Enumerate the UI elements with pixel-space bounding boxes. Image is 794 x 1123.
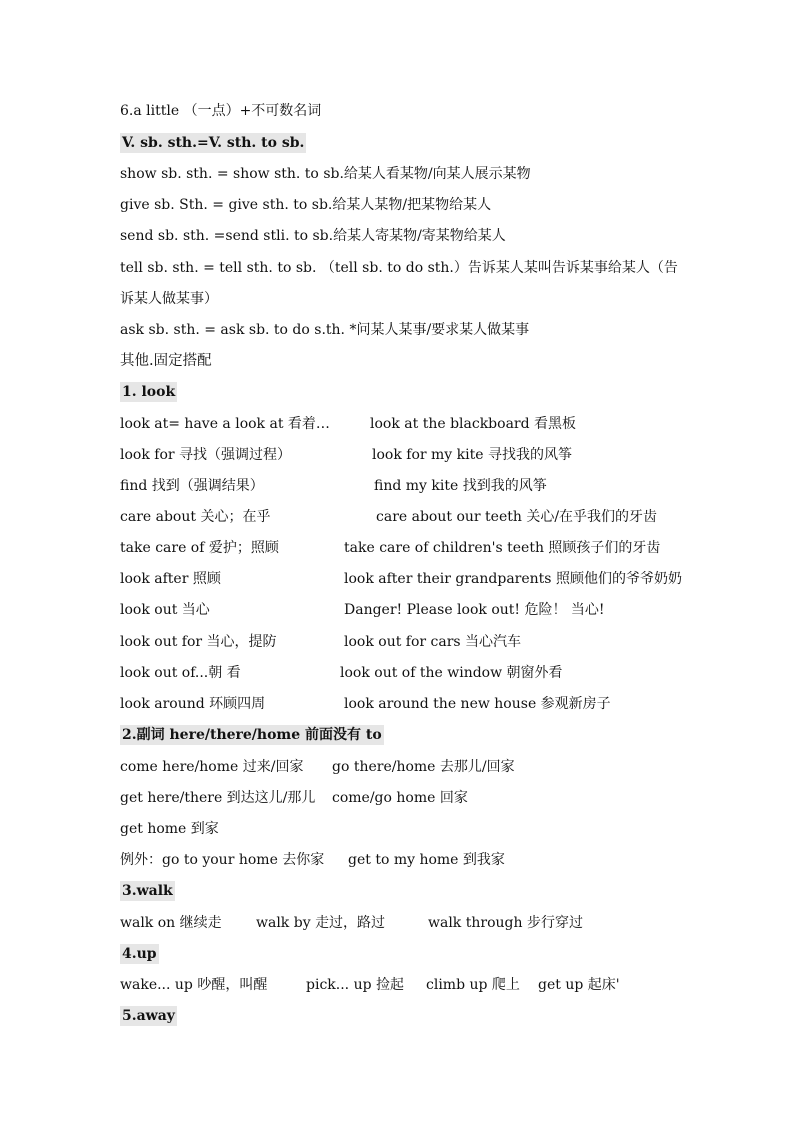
text-line-give: give sb. Sth. = give sth. to sb.给某人某物/把某物给某人 [120, 197, 492, 213]
look-row-right: Danger! Please look out! 危险！ 当心! [344, 602, 605, 618]
look-row-right: look after their grandparents 照顾他们的爷爷奶奶 [344, 571, 682, 587]
text-line-send: send sb. sth. =send stli. to sb.给某人寄某物/寄某物给某人 [120, 228, 506, 244]
look-row-left: care about 关心；在乎 [120, 509, 271, 525]
text-line-show: show sb. sth. = show sth. to sb.给某人看某物/向某人展示某物 [120, 166, 531, 182]
look-row-right: care about our teeth 关心/在乎我们的牙齿 [376, 509, 658, 525]
look-row-right: look out of the window 朝窗外看 [340, 665, 563, 681]
adverb-row-left: 例外：go to your home 去你家 [120, 852, 325, 868]
section-heading-away [120, 1006, 177, 1026]
text-line-tell-cont: 诉某人做某事） [120, 291, 218, 307]
up-item: get up 起床' [538, 977, 620, 993]
look-row-right: look at the blackboard 看黑板 [370, 416, 577, 432]
text-line-a-little: 6.a little （一点）+不可数名词 [120, 103, 322, 119]
text-line-tell: tell sb. sth. = tell sth. to sb. （tell sb. to do sth.）告诉某人某叫告诉某事给某人（告 [120, 260, 678, 276]
section-heading-walk [120, 881, 175, 901]
section-heading-adverbs [120, 725, 384, 745]
adverb-row-left: get home 到家 [120, 821, 219, 837]
heading-text: 2.副词 here/there/home 前面没有 to [122, 727, 382, 743]
heading-text: 4.up [122, 946, 157, 962]
adverb-row-left: come here/home 过来/回家 [120, 759, 304, 775]
look-row-right: look out for cars 当心汽车 [344, 634, 522, 650]
look-row-right: look around the new house 参观新房子 [344, 696, 611, 712]
heading-text: 1. look [122, 384, 176, 400]
heading-text: 3.walk [122, 883, 173, 899]
heading-text: V. sb. sth.=V. sth. to sb. [122, 135, 305, 151]
look-row-right: look for my kite 寻找我的风筝 [372, 447, 572, 463]
up-item: climb up 爬上 [426, 977, 520, 993]
walk-item: walk through 步行穿过 [428, 915, 583, 931]
adverb-row-right: come/go home 回家 [332, 790, 468, 806]
text-line-ask: ask sb. sth. = ask sb. to do s.th. *问某人某事/要求某人做某事 [120, 322, 530, 338]
text-line-fixed-collocations: 其他.固定搭配 [120, 353, 212, 369]
section-heading-verb-pattern [120, 133, 306, 153]
look-row-right: find my kite 找到我的风筝 [374, 478, 547, 494]
look-row-left: look after 照顾 [120, 571, 221, 587]
section-heading-up [120, 944, 159, 964]
section-heading-look [120, 382, 177, 402]
walk-item: walk by 走过，路过 [256, 915, 386, 931]
adverb-row-left: get here/there 到达这儿/那儿 [120, 790, 316, 806]
adverb-row-right: get to my home 到我家 [348, 852, 505, 868]
look-row-left: look out of...朝 看 [120, 665, 241, 681]
look-row-left: look for 寻找（强调过程） [120, 447, 292, 463]
look-row-left: look out for 当心，提防 [120, 634, 277, 650]
walk-item: walk on 继续走 [120, 915, 222, 931]
up-item: wake... up 吵醒，叫醒 [120, 977, 268, 993]
look-row-left: take care of 爱护；照顾 [120, 540, 279, 556]
up-item: pick... up 捡起 [306, 977, 404, 993]
look-row-left: look around 环顾四周 [120, 696, 266, 712]
look-row-left: look at= have a look at 看着… [120, 416, 330, 432]
heading-text: 5.away [122, 1008, 175, 1024]
look-row-left: look out 当心 [120, 602, 210, 618]
look-row-right: take care of children's teeth 照顾孩子们的牙齿 [344, 540, 661, 556]
adverb-row-right: go there/home 去那儿/回家 [332, 759, 515, 775]
look-row-left: find 找到（强调结果） [120, 478, 264, 494]
